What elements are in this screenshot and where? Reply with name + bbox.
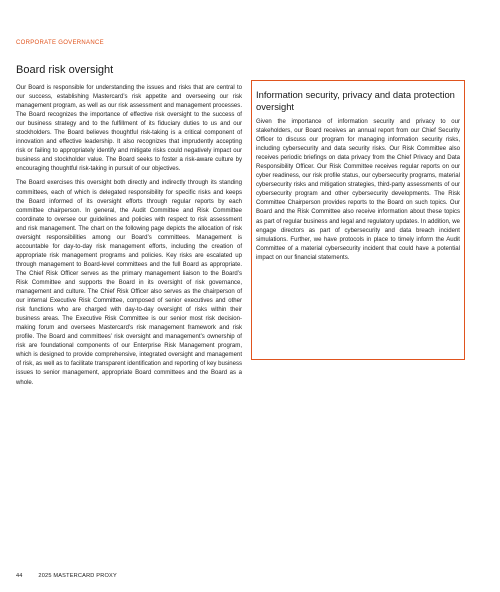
- publication-name: 2025 MASTERCARD PROXY: [38, 573, 117, 579]
- body-paragraph-2: The Board exercises this oversight both directly and indirectly through its standing committees, each of which is delegated responsibility for specific risks and keeps the Board informed of its oversight efforts through regular reports by each committee chairperson. In general, the Audit Committee and Risk Committee coordinate to oversee our guidelines and policies with respect to risk assessment and risk management. The chart on the following page depicts the allocation of risk oversight responsibilities among our Board’s committees. Management is accountable for day-to-day risk management efforts, including the creation of appropriate risk management programs and policies. Key risks are escalated up through management to Board-level committees and the full Board as appropriate. The Chief Risk Officer serves as the primary management liaison to the Board’s Risk Committee and supports the Board in its oversight of risk governance, management and culture. The Chief Risk Officer also serves as the chairperson of our internal Executive Risk Committee, composed of senior executives and other risk functions who are charged with day-to-day oversight of risks within their business areas. The Executive Risk Committee is our senior most risk decision-making forum and oversees Mastercard’s risk management framework and risk profile. The Board and committees’ risk oversight and management’s ownership of risk are foundational components of our Enterprise Risk Management program, which is designed to provide comprehensive, integrated oversight and management of risk, as well as to facilitate transparent identification and reporting of key business issues to senior management, appropriate Board committees and the Board as a whole.: [16, 180, 242, 386]
- body-text: [16, 84, 242, 393]
- page-title: Board risk oversight: [16, 64, 114, 76]
- body-paragraph-1: Our Board is responsible for understanding the issues and risks that are central to our success, establishing Mastercard’s risk appetite and overseeing our risk management program, as well as our risk assessment and management processes. The Board recognizes the importance of effective risk oversight to the success of our business strategy and to the fulfillment of its fiduciary duties to us and our stockholders. The Board believes thoughtful risk-taking is a critical component of innovation and effective leadership. It also recognizes that imprudently accepting risk or failing to appropriately identify and mitigate risks could negatively impact our business and stockholder value. The Board seeks to foster a risk-aware culture by encouraging thoughtful risk-taking in pursuit of our objectives.: [16, 85, 242, 173]
- callout-box: [251, 80, 465, 360]
- callout-title: Information security, privacy and data protection oversight: [256, 89, 455, 112]
- callout-text: Given the importance of information security and privacy to our stakeholders, our Board receives an annual report from our Chief Security Officer to discuss our program for managing information security risks, including cybersecurity and data security risks. Our Risk Committee also receives periodic briefings on data privacy from the Chief Privacy and Data Responsibility Officer. Our Risk Committee receives regular reports on our cyber readiness, our risk profile status, our cybersecurity programs, material cybersecurity risks and mitigation strategies, third-party assessments of our cybersecurity program and other cybersecurity developments. The Risk Committee Chairperson provides reports to the Board on such topics. Our Board and the Risk Committee also receive information about these topics as part of regular business and legal and regulatory updates. In addition, we engage directors as part of cybersecurity and data breach incident simulations. Further, we have protocols in place to timely inform the Audit Committee of a material cybersecurity incident that could have a potential impact on our financial statements.: [256, 119, 460, 261]
- page-number: 44: [16, 573, 23, 579]
- section-label: CORPORATE GOVERNANCE: [16, 40, 104, 46]
- page-footer: [16, 573, 117, 579]
